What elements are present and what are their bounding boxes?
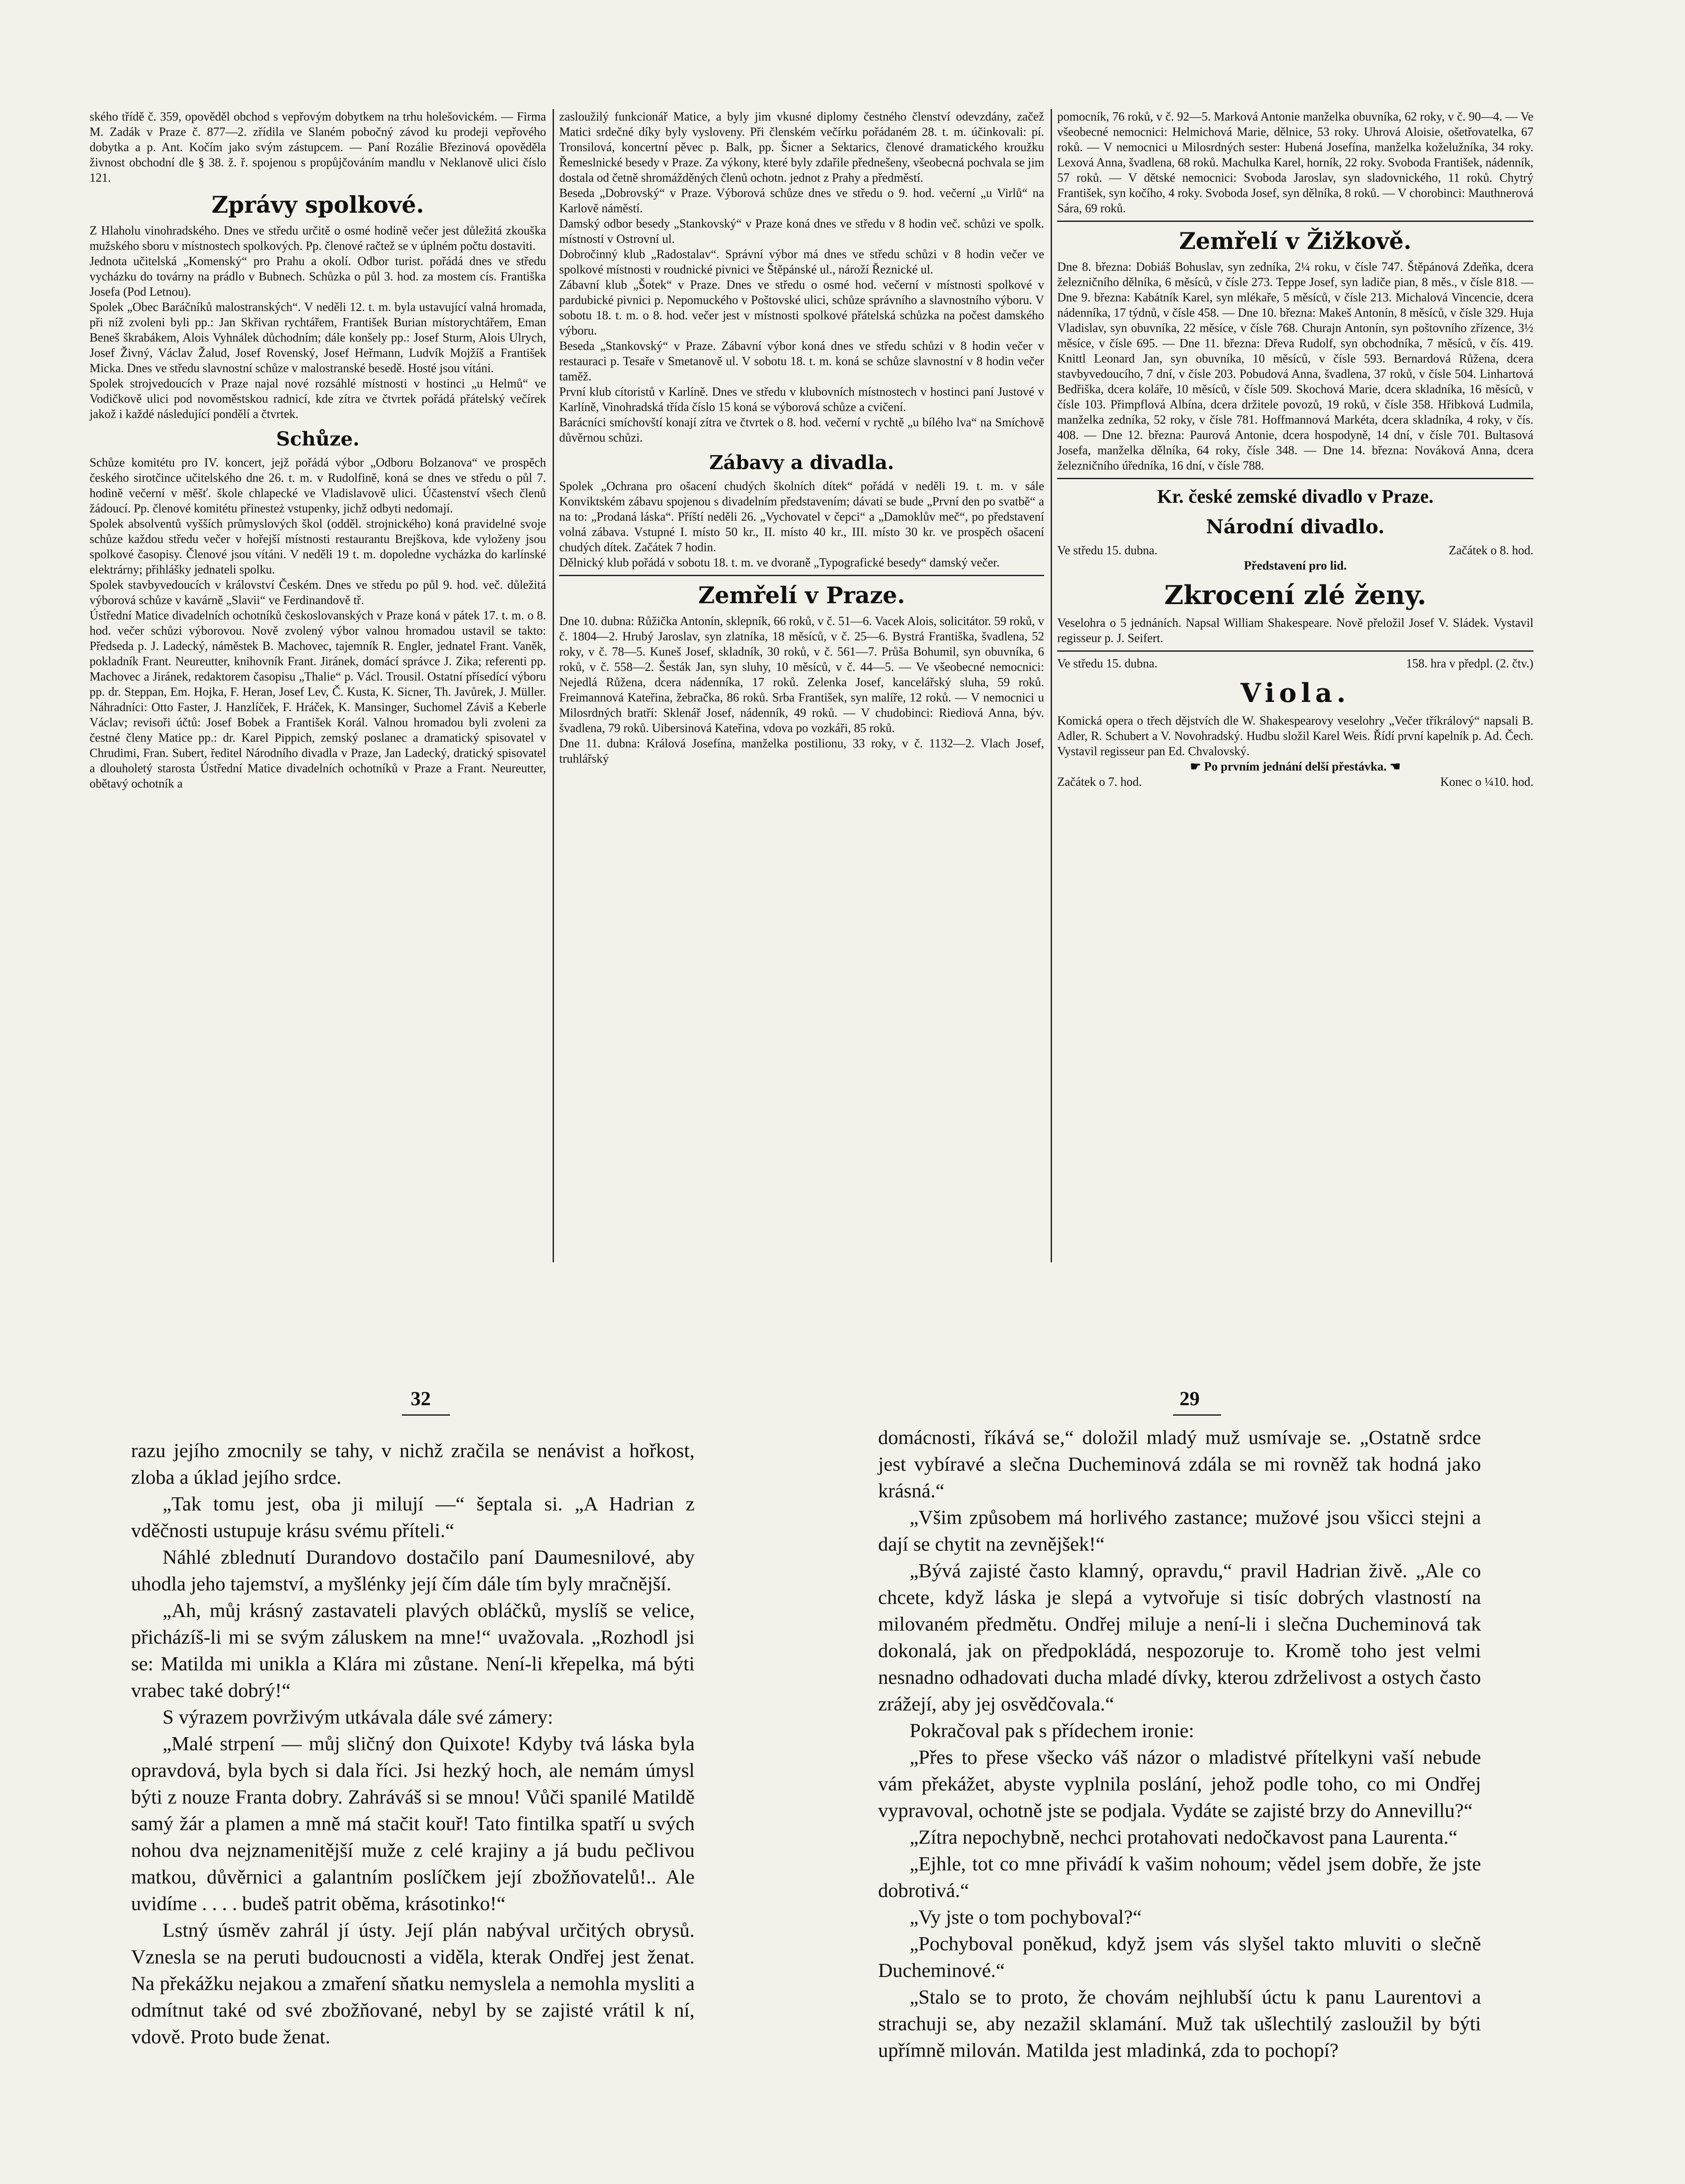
column-1-intro: ského třídě č. 359, opověděl obchod s vepřovým dobytkem na trhu holešovickém. — Firma M. Zadák v Praze č. 877—2. zřídila ve Slaném pobočný závod ku prodeji vepřového dobytka a p. Ant. Kočím jako svým zástupcem. — Paní Rozálie Březinová opověděla živnost obchodní dle § 38. ž. ř. spojenou s propůjčováním mandlu v Neklanově ulici číslo 121. (90, 110, 546, 185)
notice-item: Barácníci smíchovští konají zítra ve čtvrtek o 8. hod. večerní v rychtě „u bílého lva“ na Smíchově důvěrnou schůzi. (559, 416, 1044, 445)
performance-2-times (1057, 774, 1533, 790)
column-3 (1057, 109, 1533, 790)
section-heading-deaths-zizkov: Zemřelí v Žižkově. (1179, 228, 1412, 255)
notice-item: Spolek absolventů vyšších průmyslových škol (odděl. strojnického) koná pravidelné svoje schůze každou středu večer v hořejší místnosti restaurantu Brejškova, kde vyloženy jsou spolkové časopisy. Členové jsou vítáni. V neděli 19 t. m. dopoledne vycházka do karlínské elektrárny; přihlášky jednateli spolku. (90, 517, 546, 577)
notice-item: Dělnický klub pořádá v sobotu 18. t. m. ve dvoraně „Typografické besedy“ damský večer. (559, 556, 1000, 570)
performance-2-note: 158. hra v předpl. (2. čtv.) (1406, 657, 1533, 670)
notice-item: Spolek „Obec Baráčníků malostranských“. V neděli 12. t. m. byla ustavující valná hromada, při níž zvoleni byli pp.: Jan Skřivan rychtářem, František Burian místorychtářem, Eman Beneš škrabákem, Alois Vyhnálek důchodním; dále konšely pp.: Josef Sturm, Alois Ulrych, Josef Živný, Václav Žalud, Josef Rovenský, Josef Heřmann, Ludvík Mojžíš a František Micka. Dnes ve středu slavnostní schůze v malostranské besedě. Hosté jsou vítáni. (90, 301, 546, 375)
notice-item: Beseda „Stankovský“ v Praze. Zábavní výbor koná dnes ve středu schůzi v 8 hodin večer v restauraci p. Tesaře v Smetanově ul. V sobotu 18. t. m. koná se schůze slavnostní v 8 hodin večer taměž. (559, 339, 1044, 384)
paragraph: „Přes to přese všecko váš názor o mladistvé přítelkyni vaší nebude vám překážet, abyste vyplnila poslání, jehož podle toho, co mi Ondřej vypravoval, ochotně jste se podjala. Vydáte se zajisté brzy do Annevillu?“ (878, 1746, 1481, 1821)
column-1 (90, 109, 546, 791)
paragraph: „Zítra nepochybně, nechci protahovati nedočkavost pana Laurenta.“ (910, 1826, 1458, 1848)
paragraph: domácnosti, říkává se,“ doložil mladý muž usmívaje se. „Ostatně srdce jest vybíravé a slečna Ducheminová zdála se mi rovněž tak hodná jako krásná.“ (878, 1426, 1481, 1502)
page-number-rule (402, 1414, 450, 1416)
performance-2-end: Konec o ¼10. hod. (1440, 775, 1533, 789)
page-number-right: 29 (1180, 1387, 1200, 1410)
theatre-title: Kr. české zemské divadlo v Praze. (1157, 486, 1434, 507)
paragraph: „Malé strpení — můj sličný don Quixote! Kdyby tvá láska byla opravdová, byla bych si dala říci. Jsi hezký hoch, ale nemám úmysl býti z nouze Franta dobry. Zahráváš si se mnou! Vůči spanilé Matildě samý žár a plamen a mně má stačit kouř! Tato fintilka spatří u svých nohou dva nejznamenitější muže z celé krajiny a já budu pečlivou matkou, důvěrnici a galantním poslíčkem její zbožňovatelů!.. Ale uvidíme . . . . budeš patrit oběma, krásotinko!“ (131, 1732, 695, 1914)
paragraph: Lstný úsměv zahrál jí ústy. Její plán nabýval určitých obrysů. Vznesla se na peruti budoucnosti a viděla, kterak Ondřej jest ženat. Na překážku nejakou a zmaření sňatku nemyslela a nemohla mysliti a odmítnut také od své zbožňované, nebyl by se zajisté vrátil k ní, vdově. Proto bude ženat. (131, 1919, 695, 2048)
paragraph: „Všim způsobem má horlivého zastance; mužové jsou všicci stejni a dají se chytit na zevnějšek!“ (878, 1506, 1481, 1555)
notice-item: Zábavní klub „Šotek“ v Praze. Dnes ve středu o osmé hod. večerní v místnosti spolkové v pardubické pivnici p. Nepomuckého v Poštovské ulici, schůze správního a slavnostního výboru. V sobotu 18. t. m. o 8. hod. večer jest v místnosti spolkové přátelská schůzka na počest damského výboru. (559, 278, 1044, 338)
column-3-intro: pomocník, 76 roků, v č. 92—5. Marková Antonie manželka obuvníka, 62 roky, v č. 90—4. — Ve všeobecné nemocnici: Helmichová Marie, dělnice, 53 roky. Uhrová Aloisie, ošetřovatelka, 67 roků. — V nemocnici u Milosrdných sester: Hubená Josefína, manželka koželužníka, 34 roky. Lexová Anna, švadlena, 68 roků. Machulka Karel, horník, 22 roky. Svoboda František, nádenník, 57 roků. — V dětské nemocnici: Svoboda Jaroslav, syn sladovnického, 11 roků. Chytrý František, syn kočího, 4 roky. Svoboda Josef, syn dělníka, 8 roků. — V chorobinci: Mauthnerová Sára, 69 roků. (1057, 110, 1533, 215)
novel-page-right (878, 1424, 1481, 2063)
notice-item: Spolek strojvedoucích v Praze najal nové rozsáhlé místnosti v hostinci „u Helmů“ ve Vodičkově ulici pod novoměstskou radnicí, kde zítra ve čtvrtek pořádá přátelský večírek jakož i každé následující pondělí a čtvrtek. (90, 377, 546, 421)
novel-page-left (131, 1437, 695, 2050)
section-heading-deaths-prague: Zemřelí v Praze. (698, 582, 905, 609)
paragraph: „Pochyboval poněkud, když jsem vás slyšel takto mluviti o slečně Ducheminové.“ (878, 1932, 1481, 1981)
notice-item: Z Hlaholu vinohradského. Dnes ve středu určitě o osmé hodině večer jest důležitá zkouška mužského sboru v místnostech spolkových. Pp. členové račtež se v úplném počtu dostaviti. (90, 224, 546, 253)
paragraph: „Vy jste o tom pochyboval?“ (910, 1906, 1142, 1928)
section-heading-societies: Zprávy spolkové. (211, 192, 424, 218)
divider (1057, 478, 1533, 479)
divider (1057, 221, 1533, 222)
notice-item: Spolek „Ochrana pro ošacení chudých školních dítek“ pořádá v neděli 19. t. m. v sále Konviktském zábavu spojenou s divadelním představením; dávati se bude „První den po svatbě“ a na to: „Prodaná láska“. Příští neděli 26. „Vychovatel v čepci“ a „Damoklův meč“, po představení volná zábava. Vstupné I. místo 50 kr., II. místo 40 kr., III. místo 30 kr. ve prospěch ošacení chudých dítek. Začátek 7 hodin. (559, 480, 1044, 554)
column-2 (559, 109, 1044, 767)
notice-item: Ústřední Matice divadelních ochotníků českoslovanských v Praze koná v pátek 17. t. m. o 8. hod. večer schůzi výborovou. Nově zvolený výbor valnou hromadou ustavil se takto: Předseda p. J. Ladecký, náměstek B. Machovec, tajemník R. Engler, jednatel Frant. Vaněk, pokladník Frant. Neureutter, knihovník Frant. Jiránek, domácí správce J. Zika; referenti pp. Machovec a Jiránek, redaktorem časopisu „Thalie“ p. Václ. Trousil. Ostatní přísedící výboru pp. dr. Steppan, Em. Hojka, F. Heran, Josef Lev, Č. Kusta, K. Sicner, Th. Javůrek, J. Müller. Náhradníci: Otto Faster, J. Hanzlíček, F. Hráček, K. Mansinger, Suchomel Záviš a Keberle Václav; revisoři účtů: Josef Bobek a František Korál. Valnou hromadou byli zvoleni za čestné členy Matice pp.: dr. Karel Pippich, zemský poslanec a dramatický spisovatel v Chrudimi, Fran. Subert, ředitel Národního divadla v Praze, Jan Ladecký, dratický spisovatel a dlouholetý starosta Ústřední Matice divadelních ochotníků v Praze a Frant. Neureutter, obětavý ochotník a (90, 609, 546, 791)
play-2-title: Viola. (1240, 678, 1350, 708)
notice-item: Spolek stavbyvedoucích v království Českém. Dnes ve středu po půl 9. hod. več. důležitá výborová schůze v kavárně „Slavii“ ve Ferdinandově tř. (90, 578, 546, 607)
notice-item: Damský odbor besedy „Stankovský“ v Praze koná dnes ve středu v 8 hodin več. schůzi ve spolk. místnosti v Ostrovní ul. (559, 217, 1044, 246)
notice-item: První klub cítoristů v Karlíně. Dnes ve středu v klubovních místnostech v hostinci paní Justové v Karlíně, Vinohradská třída číslo 15 koná se výborová schůze a cvičení. (559, 385, 1044, 414)
pointing-hand-icon: ☛ (1190, 760, 1204, 774)
section-heading-entertainment: Zábavy a divadla. (709, 452, 894, 474)
column-2-intro: zasloužilý funkcionář Matice, a byly jim vkusné diplomy čestného členství odevzdány, začež Matici srdečné díky byly vysloveny. Při členském večírku pořádaném 28. t. m. účinkovali: pí. Tronsilová, koncertní pěvec p. Balk, pp. Šicner a Sektarics, členové dramatického kroužku Řemeslnické besedy v Praze. Za výkony, které byly zdařile přednešeny, všeobecná pochvala se jim dostala od četně shromážděných členů ochotn. jednot z Prahy a předměstí. (559, 110, 1044, 185)
divider (559, 575, 1044, 576)
deaths-list: Dne 11. dubna: Králová Josefína, manželka postilionu, 33 roky, v č. 1132—2. Vlach Josef, truhlářský (559, 737, 1044, 766)
deaths-list: Dne 10. dubna: Růžička Antonín, sklepník, 66 roků, v č. 51—6. Vacek Alois, solicitátor. 59 roků, v č. 1804—2. Hrubý Jaroslav, syn zlatníka, 18 měsíců, v č. 25—6. Bystrá Františka, švadlena, 52 roky, v č. 78—5. Kuneš Josef, skladník, 30 roků, v č. 561—7. Průša Bohumil, syn obuvníka, 6 roků, v č. 558—2. Šesták Jan, syn sluhy, 10 měsíců, v č. 44—5. — Ve všeobecné nemocnici: Nejedlá Růžena, dcera nádenníka, 17 roků. Zelenka Josef, kancelářský sluha, 59 roků. Freimannová Kateřina, žebračka, 86 roků. Srba František, syn malíře, 12 roků. — V nemocnici u Milosrdných bratří: Sklenář Josef, nádenník, 49 roků. — V chudobinci: Riediová Anna, býv. švadlena, 79 roků. Uibersinová Kateřina, vdova po vozkáři, 85 roků. (559, 615, 1044, 735)
performance-1-date: Ve středu 15. dubna. (1057, 544, 1158, 557)
page-number-rule (1173, 1414, 1221, 1416)
paragraph: razu jejího zmocnily se tahy, v nichž zračila se nenávist a hořkost, zloba a úklad jejího srdce. (131, 1439, 695, 1488)
deaths-list: Dne 8. března: Dobiáš Bohuslav, syn zedníka, 2¼ roku, v čísle 747. Štěpánová Zdeňka, dcera železničního dělníka, 6 měsíců, v čísle 273. Teppe Josef, syn ladiče pian, 8 měs., v čísle 818. — Dne 9. března: Kabátník Karel, syn mlékaře, 5 měsíců, v čísle 213. Michalová Vincencie, dcera nádenníka, 17 týdnů, v čísle 458. — Dne 10. března: Makeš Antonín, 8 měsíců, v čísle 329. Huja Vladislav, syn obuvníka, 22 měsíce, v čísle 768. Churajn Antonín, syn poštovního zřízence, 3½ měsíce, v čísle 695. — Dne 11. března: Dřeva Rudolf, syn obchodníka, 7 měsíců, v čís. 419. Knittl Leonard Jan, syn obuvníka, 10 měsíců, v čísle 593. Bernardová Růžena, dcera stavbyvedoucího, 7 dní, v čísle 203. Pobudová Anna, švadlena, 37 roků, v čísle 504. Linhartová Bedřiška, dcera koláře, 10 měsíců, v čísle 509. Skochová Marie, dcera skladníka, 16 měsíců, v čísle 103. Přimpflová Albína, dcera držitele povozů, 19 roků, v čísle 358. Hřibková Ludmila, manželka zedníka, 52 roky, v čísle 781. Hoffmannová Markéta, dcera skladníka, 4 roky, v čís. 408. — Dne 12. března: Paurová Antonie, dcera hospodyně, 14 dní, v čísle 701. Bultasová Josefa, manželka dělníka, 64 roky, čísle 348. — Dne 14. března: Nováková Anna, dcera železničního úředníka, 16 dní, v čísle 788. (1057, 260, 1533, 473)
performance-2-meta (1057, 656, 1533, 671)
paragraph: „Ejhle, tot co mne přivádí k vašim nohoum; vědel jsem dobře, že jste dobrotivá.“ (878, 1852, 1481, 1901)
notice-item: Schůze komitétu pro IV. koncert, jejž pořádá výbor „Odboru Bolzanova“ ve prospěch českého sirotčince učitelského dne 26. t. m. v Rudolfině, koná se dnes ve středu o půl 7. hodině večerní v měšť. škole chlapecké ve Vladislavově ulici. Účastenství všech členů žádoucí. Pp. členové komitétu přinesteż vstupenky, jichž odbyti nedomají. (90, 456, 546, 515)
performance-1-meta (1057, 543, 1533, 558)
play-1-description: Veselohra o 5 jednáních. Napsal William Shakespeare. Nově přeložil Josef V. Sládek. Vystavil regisseur p. J. Seifert. (1057, 616, 1533, 645)
paragraph: Pokračoval pak s přídechem ironie: (910, 1719, 1194, 1742)
divider (1057, 650, 1533, 652)
play-1-title: Zkrocení zlé ženy. (1164, 580, 1426, 611)
performance-1-start: Začátek o 8. hod. (1449, 544, 1533, 557)
paragraph: Náhlé zblednutí Durandovo dostačilo paní Daumesnilové, aby uhodla jeho tajemství, a myšlénky její čím dále tím byly mračnější. (131, 1546, 695, 1595)
page-number-left: 32 (411, 1387, 431, 1410)
theatre-subtitle: Národní divadlo. (1206, 516, 1385, 538)
intermission-notice: ☛ Po prvním jednání delší přestávka. ☚ (1190, 760, 1401, 774)
notice-item: Beseda „Dobrovský“ v Praze. Výborová schůze dnes ve středu o 9. hod. večerní „u Virlů“ na Karlově náměstí. (559, 187, 1044, 215)
section-heading-meetings: Schůze. (276, 428, 360, 450)
column-divider (553, 109, 554, 1262)
paragraph: „Ah, můj krásný zastavateli plavých obláčků, myslíš se velice, přicházíš-li mi se svým záluskem na mne!“ uvažovala. „Rozhodl jsi se: Matilda mi unikla a Klára mi zůstane. Není-li křepelka, má býti vrabec také dobrý!“ (131, 1599, 695, 1701)
paragraph: „Tak tomu jest, oba ji milují —“ šeptala si. „A Hadrian z vděčnosti ustupuje krásu svému příteli.“ (131, 1493, 695, 1541)
pointing-hand-icon: ☚ (1386, 760, 1401, 774)
paragraph: S výrazem povrživým utkávala dále své zámery: (163, 1706, 554, 1728)
performance-2-start: Začátek o 7. hod. (1057, 775, 1142, 789)
notice-item: Jednota učitelská „Komenský“ pro Prahu a okolí. Odbor turist. pořádá dnes ve středu vycházku do továrny na prádlo v Bubnech. Schůzka o půl 3. hod. za mostem cís. Františka Josefa (Pod Letnou). (90, 255, 546, 299)
performance-2-date: Ve středu 15. dubna. (1057, 657, 1158, 670)
performance-1-note: Představení pro lid. (1244, 559, 1347, 573)
paragraph: „Bývá zajisté často klamný, opravdu,“ pravil Hadrian živě. „Ale co chcete, když láska je slepá a vytvořuje si tisíc dobrých vlastností na milovaném předmětu. Ondřej miluje a není-li i slečna Ducheminová tak dokonalá, jak on předpokládá, nespozoruje to. Kromě toho jest velmi nesnadno odhadovati ducha mladé dívky, kterou zdrželivost a ostych často zrážejí, aby jej osvědčovala.“ (878, 1559, 1481, 1715)
play-2-description: Komická opera o třech dějstvích dle W. Shakespearovy veselohry „Večer tříkrálový“ napsali B. Adler, R. Schubert a V. Novohradský. Hudbu složil Karel Weis. Řídí první kapelník p. Ad. Čech. Vystavil regisseur pan Ed. Chvalovský. (1057, 714, 1533, 758)
column-divider (1051, 109, 1052, 1262)
notice-item: Dobročinný klub „Radostalav“. Správní výbor má dnes ve středu schůzi v 8 hodin večer ve spolkové místnosti v roudnické pivnici ve Štěpánské ul., nároží Řeznické ul. (559, 248, 1044, 276)
paragraph: „Stalo se to proto, že chovám nejhlubší úctu k panu Laurentovi a strachuji se, aby nezažil sklamání. Muž tak ušlechtilý zasloužil by býti upřímně milován. Matilda jest mladinká, zda to pochopí? (878, 1986, 1481, 2061)
